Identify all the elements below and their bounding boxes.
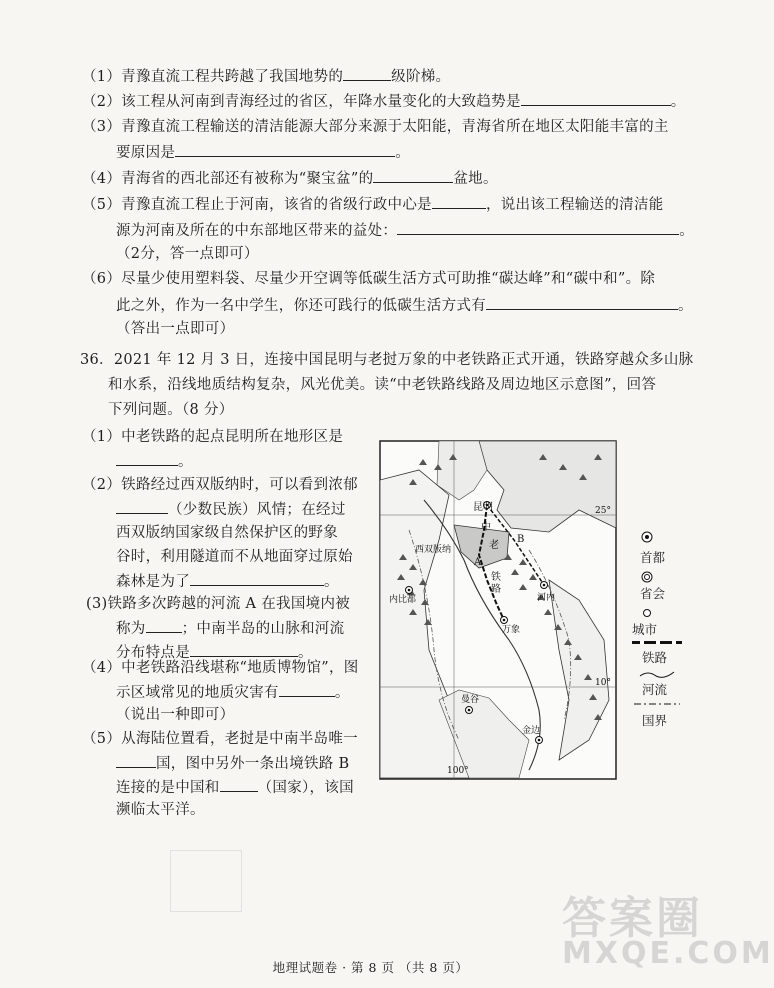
- q3-text-post: 。: [395, 145, 411, 161]
- label-bangkok: 曼谷: [461, 695, 480, 705]
- q36-s5-text: 从海陆位置看，老挝是中南半岛唯一: [121, 731, 358, 747]
- q36-intro-3: 下列问题。（8 分）: [108, 402, 234, 418]
- q3-text: 青豫直流工程输送的清洁能源大部分来源于太阳能，青海省所在地区太阳能丰富的主: [121, 119, 669, 135]
- q36-s4-note: （说出一种即可）: [116, 707, 235, 723]
- legend-provincial-label: 省会: [640, 586, 666, 601]
- q6-text: 尽量少使用塑料袋、尽量少开空调等低碳生活方式可助推“碳达峰”和“碳中和”。除: [121, 271, 656, 287]
- label-lat-25: 25°: [595, 506, 611, 516]
- q36-s5-answer-blank-2[interactable]: [220, 777, 258, 792]
- q6-text-post: 。: [678, 298, 693, 314]
- q36-s5-text-4: （国家），该国: [257, 780, 354, 796]
- q36-s2-answer-blank-2[interactable]: [190, 571, 324, 586]
- label-lao: 老: [489, 540, 499, 551]
- watermark-line2: MXQE.COM: [562, 936, 774, 971]
- q36-s2-text-5: 森林是为了: [116, 574, 190, 590]
- watermark-line1: 答案圈: [562, 893, 703, 944]
- legend-railway-label: 铁路: [642, 650, 668, 665]
- legend-city-label: 城市: [632, 622, 658, 637]
- q6-text-2: 此之外，作为一名中学生，你还可践行的低碳生活方式有: [116, 298, 486, 314]
- page-footer: 地理试题卷 · 第 8 页 （共 8 页）: [272, 960, 469, 975]
- label-lat-10: 10°: [595, 678, 611, 688]
- label-b: B: [517, 534, 525, 545]
- q36-s4-line1: [82, 658, 359, 678]
- q6-line1: [82, 269, 655, 289]
- q3-line2: [116, 142, 410, 163]
- q36-s5-text-2: 国，图中另外一条出境铁路 B: [156, 756, 350, 772]
- q2-text-post: 。: [670, 94, 686, 110]
- label-lon-100: 100°: [447, 766, 469, 776]
- city-icon: [640, 606, 654, 620]
- q3-line1: [82, 117, 669, 137]
- china-laos-railway-map: [379, 440, 617, 780]
- q5-note: （2分，答一点即可）: [116, 246, 259, 262]
- q36-s4-answer-blank[interactable]: [279, 682, 335, 697]
- q36-s1-answer-blank[interactable]: [116, 451, 178, 466]
- q36-intro-text-1: 2021 年 12 月 3 日，连接中国昆明与老挝万象的中老铁路正式开通，铁路穿越众多山脉: [113, 352, 694, 368]
- q3-text-2: 要原因是: [116, 145, 176, 161]
- phnompenh-marker-dot: [538, 739, 541, 742]
- q36-s5-line3: [116, 777, 354, 798]
- q5-number: （5）: [82, 197, 122, 213]
- q36-s3-answer-blank-2[interactable]: [190, 642, 298, 657]
- q2-line: [82, 91, 686, 112]
- label-a: A: [474, 557, 482, 568]
- legend-capital-label: 首都: [640, 550, 666, 565]
- river-icon: [638, 668, 678, 680]
- q36-s5-line1: [82, 729, 358, 749]
- q5-text: 青豫直流工程止于河南，该省的省级行政中心是: [121, 197, 432, 213]
- q36-s2-text-2: （少数民族）风情；在经过: [168, 502, 346, 518]
- q36-s2-post: 。: [324, 574, 339, 590]
- q36-s2-line4: 谷时，利用隧道而不从地面穿过原始: [116, 549, 353, 565]
- q5-answer-blank-1[interactable]: [432, 194, 486, 209]
- q6-note: （答出一点即可）: [116, 321, 235, 337]
- label-kunming: 昆明: [473, 502, 493, 513]
- q3-answer-blank[interactable]: [175, 142, 395, 157]
- q1-line: [82, 66, 450, 87]
- q4-number: （4）: [82, 171, 122, 187]
- q36-intro-1: [80, 350, 693, 370]
- q36-intro-2: 和水系，沿线地质结构复杂，风光优美。读“中老铁路线路及周边地区示意图”，回答: [108, 377, 657, 393]
- q36-s2-number: （2）: [82, 477, 122, 493]
- q1-answer-blank[interactable]: [343, 66, 391, 81]
- q6-line2: [116, 295, 693, 316]
- q36-s5-line2: [116, 753, 349, 774]
- q36-s3-answer-blank-1[interactable]: [146, 618, 182, 633]
- q5-line1: [82, 194, 664, 215]
- label-vientiane: 万象: [502, 625, 521, 635]
- label-tie: 铁: [491, 572, 501, 583]
- q3-number: （3）: [82, 119, 122, 135]
- q4-text: 青海省的西北部还有被称为“聚宝盆”的: [121, 171, 374, 187]
- q36-s1-number: （1）: [82, 429, 122, 445]
- q36-s2-line1: [82, 475, 358, 495]
- label-naypyidaw: 内比都: [389, 595, 417, 605]
- q36-s2-text: 铁路经过西双版纳时，可以看到浓郁: [121, 477, 358, 493]
- q36-s2-line2: [116, 499, 346, 520]
- q36-s2-answer-blank-1[interactable]: [116, 499, 168, 514]
- q1-number: （1）: [82, 69, 122, 85]
- q36-s4-text-2: 示区域常见的地质灾害有: [116, 685, 279, 701]
- q36-s1-text: 中老铁路的起点昆明所在地形区是: [121, 429, 344, 445]
- map-legend: [628, 530, 688, 740]
- bangkok-marker-dot: [468, 709, 471, 712]
- naypyidaw-marker-dot: [408, 589, 411, 592]
- q36-s5-number: （5）: [82, 731, 122, 747]
- q36-s1-line2: [116, 451, 193, 472]
- capital-icon: [640, 530, 654, 544]
- q36-s4-number: （4）: [82, 660, 122, 676]
- label-xishuangbanna: 西双版纳: [415, 545, 452, 555]
- q1-text-post: 级阶梯。: [391, 69, 451, 85]
- q2-text: 该工程从河南到青海经过的省区，年降水量变化的大致趋势是: [121, 94, 521, 110]
- q2-answer-blank[interactable]: [521, 91, 671, 106]
- q5-text-2: 源为河南及所在的中东部地区带来的益处：: [116, 223, 398, 239]
- q36-s1-line1: [82, 427, 343, 447]
- provincial-capital-icon: [640, 570, 654, 584]
- q36-s4-post: 。: [334, 685, 350, 701]
- railway-icon: [632, 639, 682, 647]
- q36-s3-line1: [86, 594, 350, 614]
- q36-s3-text: 铁路多次跨越的河流 A 在我国境内被: [107, 596, 351, 612]
- q36-s4-text: 中老铁路沿线堪称“地质博物馆”，图: [121, 660, 359, 676]
- label-phnompenh: 金边: [522, 726, 541, 736]
- q36-s5-line4: 濒临太平洋。: [116, 802, 205, 818]
- vientiane-marker-dot: [503, 619, 506, 622]
- q36-s3-number: (3): [86, 596, 108, 612]
- q36-s1-post: 。: [178, 454, 193, 470]
- q36-s3-text-2: 称为: [116, 621, 146, 637]
- bleed-through-figure: [170, 850, 242, 912]
- q4-line: [82, 168, 498, 189]
- q2-number: （2）: [82, 94, 122, 110]
- border-icon: [634, 700, 680, 708]
- label-zhong: 中: [481, 522, 491, 533]
- label-hanoi: 河内: [537, 593, 556, 603]
- q36-s3-text-4: 分布特点是: [116, 645, 190, 661]
- q36-number: 36．: [80, 352, 114, 368]
- label-lu: 路: [491, 584, 501, 595]
- q1-text: 青豫直流工程共跨越了我国地势的: [121, 69, 344, 85]
- q4-text-post: 盆地。: [453, 171, 498, 187]
- q36-s3-line2: [116, 618, 344, 639]
- q5-line2: [116, 220, 694, 241]
- q5-text-mid: ，说出该工程输送的清洁能: [485, 197, 664, 213]
- q36-s3-text-3: ；中南半岛的山脉和河流: [181, 621, 345, 637]
- q36-s5-text-3: 连接的是中国和: [116, 780, 220, 796]
- legend-border-label: 国界: [642, 713, 668, 728]
- legend-river-label: 河流: [642, 682, 668, 697]
- q36-s3-post: 。: [298, 645, 313, 661]
- q36-s4-line2: [116, 682, 350, 703]
- hanoi-marker-dot: [543, 584, 546, 587]
- q36-s2-line5: [116, 571, 339, 592]
- q36-s2-line3: 西双版纳国家级自然保护区的野象: [116, 525, 338, 541]
- q6-number: （6）: [82, 271, 122, 287]
- q5-answer-blank-2[interactable]: [397, 220, 679, 235]
- q6-answer-blank[interactable]: [486, 295, 678, 310]
- q5-text-post: 。: [679, 223, 695, 239]
- q36-s5-answer-blank-1[interactable]: [116, 753, 156, 768]
- q4-answer-blank[interactable]: [373, 168, 453, 183]
